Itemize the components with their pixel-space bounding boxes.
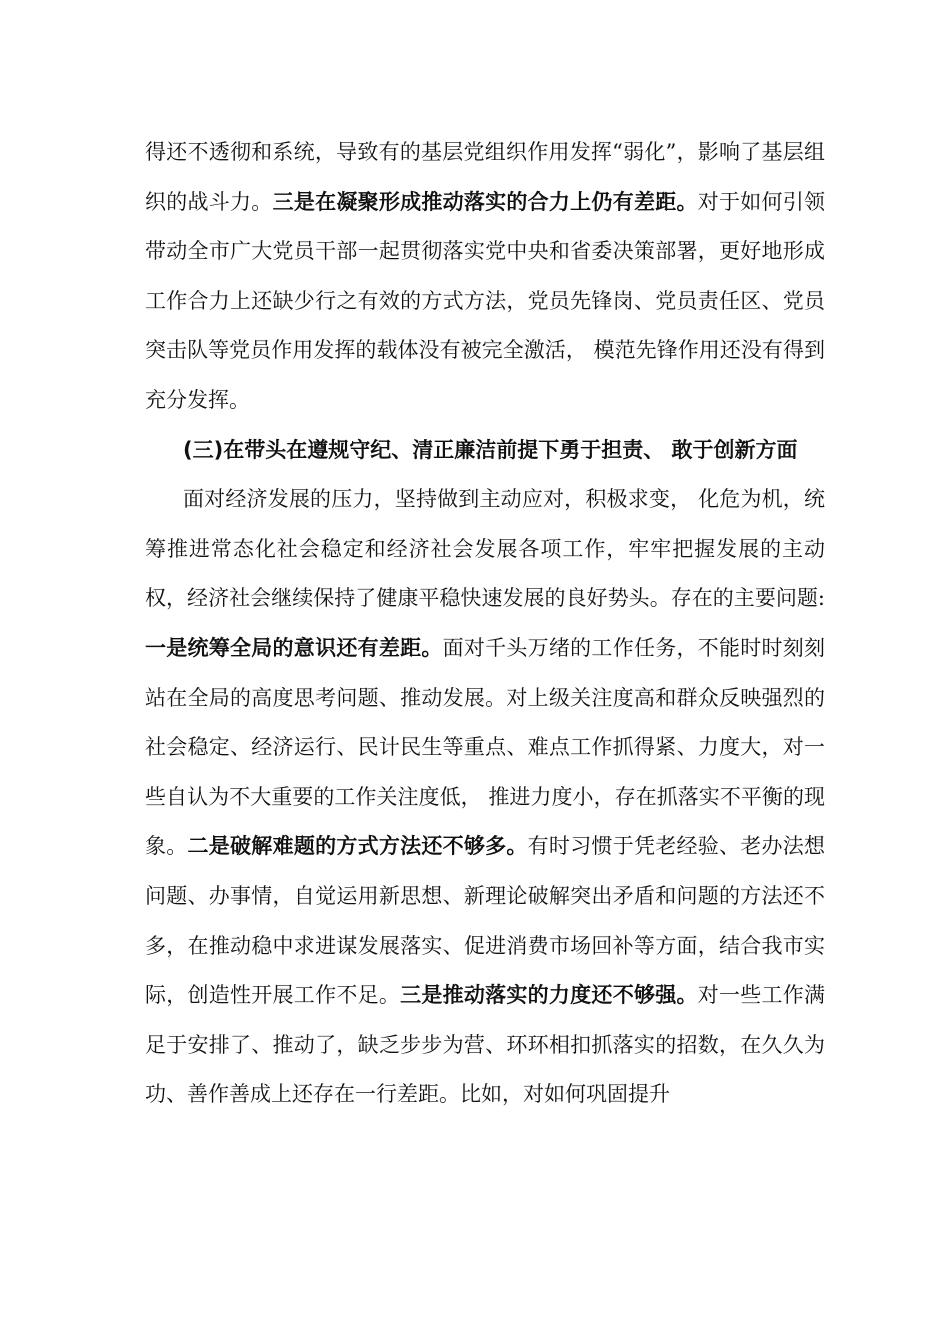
paragraph-text: 对一些工作满足于安排了、推动了，缺乏步步为营、环环相扣抓落实的招数，在久久为功、善作善成上还存在一行差距。比如，对如何巩固提升 [145,983,826,1107]
paragraph-text: 面对千头万绪的工作任务，不能时时刻刻站在全局的高度思考问题、推动发展。对上级关注度高和群众反映强烈的社会稳定、经济运行、民计民生等重点、难点工作抓得紧、力度大，对一些自认为不大重要的工作关注度低， 推进力度小，存在抓落实不平衡的现象。 [145,635,826,859]
bold-point-three: 三是在凝聚形成推动落实的合力上仍有差距。 [272,189,698,214]
document-page [145,128,825,1120]
bold-point-one: 一是统筹全局的意识还有差距。 [145,635,443,660]
bold-point-three-b: 三是推动落实的力度还不够强。 [400,983,698,1008]
bold-point-two: 二是破解难题的方式方法还不够多。 [187,834,528,859]
section-heading: (三)在带头在遵规守纪、清正廉洁前提下勇于担责、 敢于创新方面 [183,437,798,462]
paragraph-body [145,475,825,1120]
paragraph-text: 有时习惯于凭老经验、老办法想问题、办事情，自觉运用新思想、新理论破解突出矛盾和问题的方法还不多，在推动稳中求进谋发展落实、促进消费市场回补等方面，结合我市实际，创造性开展工作不足。 [145,834,826,1008]
paragraph-continuation [145,128,825,426]
paragraph-text: 对于如何引领带动全市广大党员干部一起贯彻落实党中央和省委决策部署，更好地形成工作合力上还缺少行之有效的方式方法，党员先锋岗、党员责任区、党员突击队等党员作用发挥的载体没有被完全激活， 模范先锋作用还没有得到充分发挥。 [145,189,826,412]
paragraph-text: 得还不透彻和系统，导致有的基层党组织作用发挥“弱化”，影响了基层组织的战斗力。 [145,140,825,214]
paragraph-text: 面对经济发展的压力，坚持做到主动应对，积极求变， 化危为机，统筹推进常态化社会稳定和经济社会发展各项工作，牢牢把握发展的主动权，经济社会继续保持了健康平稳快速发展的良好势头。存在的主要问题: [145,487,825,611]
